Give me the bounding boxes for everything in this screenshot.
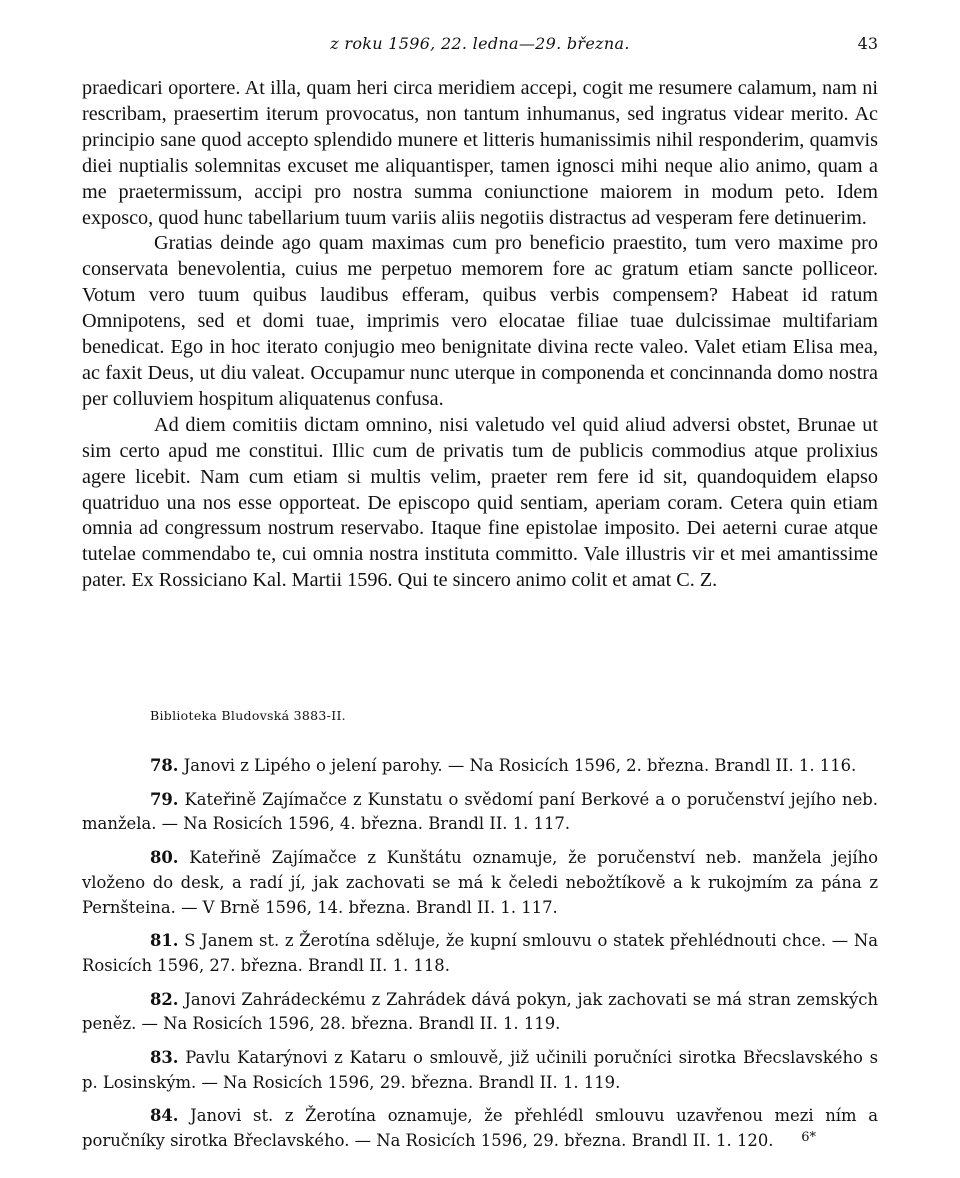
regest-list [82,754,878,1163]
regest-entry [82,1046,878,1095]
regest-number: 80. [150,848,179,868]
regest-text: Kateřině Zajímačce z Kunštátu oznamuje, že poručenství neb. manžela jejího vloženo do desk, a radí jí, jak zachovati se má k čeledi nebožtíkově a k rukojmím za pána z Pernšteina. — V Brně 1596, 14. března. Brandl II. 1. 117. [82,848,878,917]
letter-paragraph: praedicari oportere. At illa, quam heri circa meridiem accepi, cogit me resumere calamum, nam ni rescribam, praesertim iterum provocatus, non tantum inhumanus, sed ingratus videar merito. Ac principio sane quod accepto splendido munere et litteris humanissimis nihil responderim, quamvis diei nuptialis solemnitas excuset me aliquantisper, tamen ignosci mihi neque alio animo, quam a me praetermissum, accipi pro nostra summa coniunctione maiorem in modum peto. Idem exposco, quod hunc tabellarium tuum variis aliis negotiis distractus ad vesperam fere detinuerim. [82,77,878,229]
regest-entry [82,988,878,1037]
regest-entry [82,929,878,978]
sheet-signature-mark: 6* [801,1130,816,1145]
regest-number: 79. [150,789,179,809]
regest-text: Kateřině Zajímačce z Kunstatu o svědomí paní Berkové a o poručenství jejího neb. manžela. — Na Rosicích 1596, 4. března. Brandl II. 1. 117. [82,789,878,834]
running-header [82,34,878,58]
regest-text: Janovi st. z Žerotína oznamuje, že přehlédl smlouvu uzavřenou mezi ním a poručníky sirotka Břeclavského. — Na Rosicích 1596, 29. března. Brandl II. 1. 120. [82,1106,878,1151]
regest-text: Janovi Zahrádeckému z Zahrádek dává pokyn, jak zachovati se má stran zemských peněz. — Na Rosicích 1596, 28. března. Brandl II. 1. 119. [82,989,878,1034]
source-reference: Biblioteka Bludovská 3883-II. [150,708,346,723]
document-page [82,0,878,1178]
letter-paragraph: Gratias deinde ago quam maximas cum pro beneficio praestito, tum vero maxime pro conservata benevolentia, cuius me perpetuo memorem fore ac gratum etiam sancte polliceor. Votum vero tuum quibus laudibus efferam, quibus verbis compensem? Habeat id ratum Omnipotens, sed et domi tuae, imprimis vero elocatae filiae tuae dulcissimae multifariam benedicat. Ego in hoc iterato conjugio meo benignitate divina recte valeo. Valet etiam Elisa mea, ac faxit Deus, ut diu valeat. Occupamur nunc uterque in componenda et concinnanda domo nostra per colluviem hospitum aliquatenus confusa. [82,232,878,410]
page-number: 43 [857,34,878,53]
regest-number: 83. [150,1048,179,1068]
regest-number: 81. [150,931,179,951]
regest-entry [82,1104,878,1153]
regest-entry [82,788,878,837]
regest-text: Janovi z Lipého o jelení parohy. — Na Rosicích 1596, 2. března. Brandl II. 1. 116. [183,756,857,775]
regest-text: S Janem st. z Žerotína sděluje, že kupní smlouvu o statek přehlédnouti chce. — Na Rosicích 1596, 27. března. Brandl II. 1. 118. [82,931,879,975]
latin-letter [82,76,878,594]
regest-entry [82,754,878,779]
regest-number: 82. [150,989,179,1009]
regest-number: 84. [150,1106,179,1126]
letter-paragraph: Ad diem comitiis dictam omnino, nisi valetudo vel quid aliud adversi obstet, Brunae ut sim certo apud me constitui. Illic cum de privatis tum de publicis commodius atque prolixius agere licebit. Nam cum etiam si multis velim, praeter rem fere id sit, quandoquidem elapso quatriduo una nos esse opporteat. De episcopo quid sentiam, aperiam coram. Cetera quin etiam omnia ad congressum nostrum reservabo. Itaque fine epistolae imposito. Dei aeterni curae atque tutelae commendabo te, cui omnia nostra instituta committo. Vale illustris vir et mei amantissime pater. Ex Rossiciano Kal. Martii 1596. Qui te sincero animo colit et amat C. Z. [82,413,878,592]
regest-text: Pavlu Katarýnovi z Kataru o smlouvě, již učinili poručníci sirotka Břecslavského s p. Losinským. — Na Rosicích 1596, 29. března. Brandl II. 1. 119. [82,1048,878,1092]
regest-number: 78. [150,756,179,775]
running-title: z roku 1596, 22. ledna—29. března. [330,34,630,53]
regest-entry [82,846,878,920]
